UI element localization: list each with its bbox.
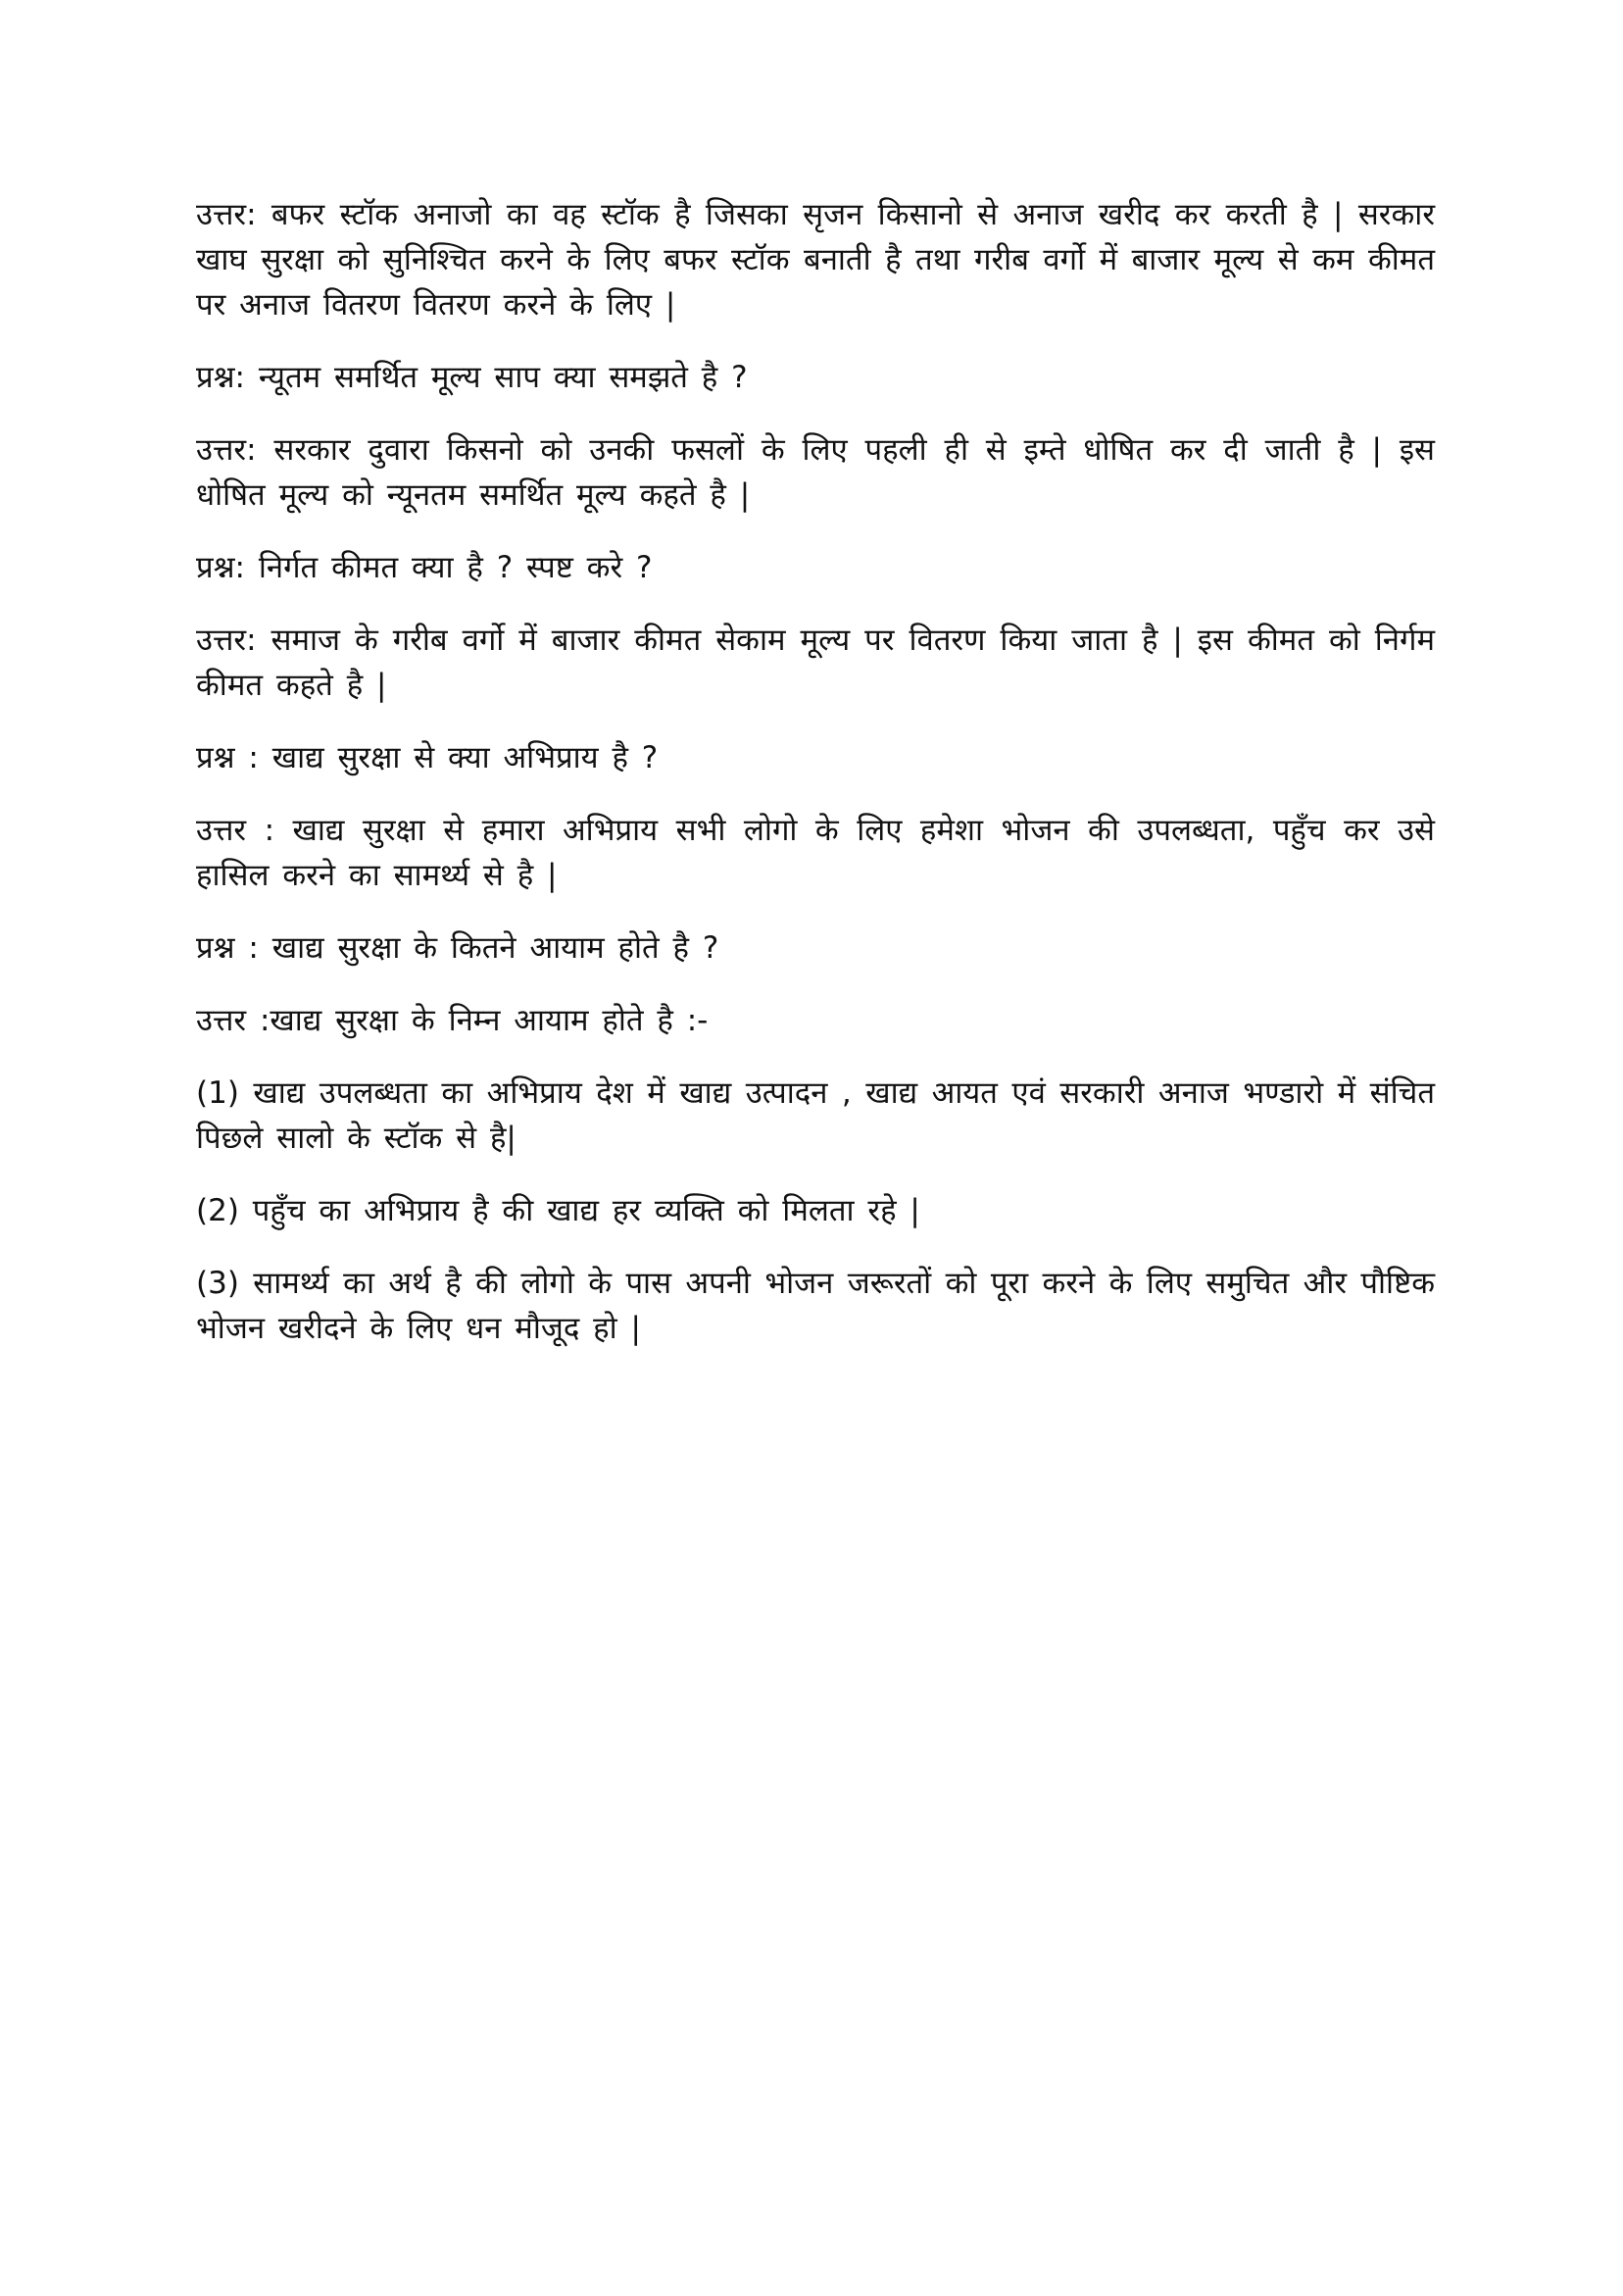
dimension-affordability: (3) सामर्थ्य का अर्थ है की लोगो के पास अपनी भोजन जरूरतों को पूरा करने के लिए समुचित और पौष्टिक भोजन खरीदने के लिए धन मौजूद हो |: [196, 1266, 1435, 1346]
document-page: [196, 192, 1435, 1378]
answer-minimum-support-price: उत्तर: सरकार दुवारा किसनो को उनकी फसलों के लिए पहली ही से इम्ते धोषित कर दी जाती है | इस धोषित मूल्य को न्यूनतम समर्थित मूल्य कहते है |: [196, 432, 1435, 513]
question-minimum-support-price: प्रश्न: न्यूतम समर्थित मूल्य साप क्या समझते है ?: [196, 360, 748, 395]
answer-issue-price: उत्तर: समाज के गरीब वर्गो में बाजार कीमत सेकाम मूल्य पर वितरण किया जाता है | इस कीमत को निर्गम कीमत कहते है |: [196, 623, 1435, 703]
question-issue-price: प्रश्न: निर्गत कीमत क्या है ? स्पष्ट करे ?: [196, 550, 653, 585]
question-food-security-dimensions: प्रश्न : खाद्य सुरक्षा के कितने आयाम होते है ?: [196, 930, 719, 966]
dimension-access: (2) पहुँच का अभिप्राय है की खाद्य हर व्यक्ति को मिलता रहे |: [196, 1193, 920, 1228]
answer-buffer-stock: उत्तर: बफर स्टॉक अनाजो का वह स्टॉक है जिसका सृजन किसानो से अनाज खरीद कर करती है | सरकार खाघ सुरक्षा को सुनिश्चित करने के लिए बफर स्टॉक बनाती है तथा गरीब वर्गो में बाजार मूल्य से कम कीमत पर अनाज वितरण वितरण करने के लिए |: [196, 197, 1435, 323]
question-food-security: प्रश्न : खाद्य सुरक्षा से क्या अभिप्राय है ?: [196, 740, 659, 775]
dimension-availability: (1) खाद्य उपलब्धता का अभिप्राय देश में खाद्य उत्पादन , खाद्य आयत एवं सरकारी अनाज भण्डारो में संचित पिछले सालो के स्टॉक से है|: [196, 1075, 1435, 1156]
answer-food-security-dimensions: उत्तर :खाद्य सुरक्षा के निम्न आयाम होते है :-: [196, 1003, 709, 1038]
answer-food-security: उत्तर : खाद्य सुरक्षा से हमारा अभिप्राय सभी लोगो के लिए हमेशा भोजन की उपलब्धता, पहुँच कर उसे हासिल करने का सामर्थ्य से है |: [196, 813, 1435, 893]
